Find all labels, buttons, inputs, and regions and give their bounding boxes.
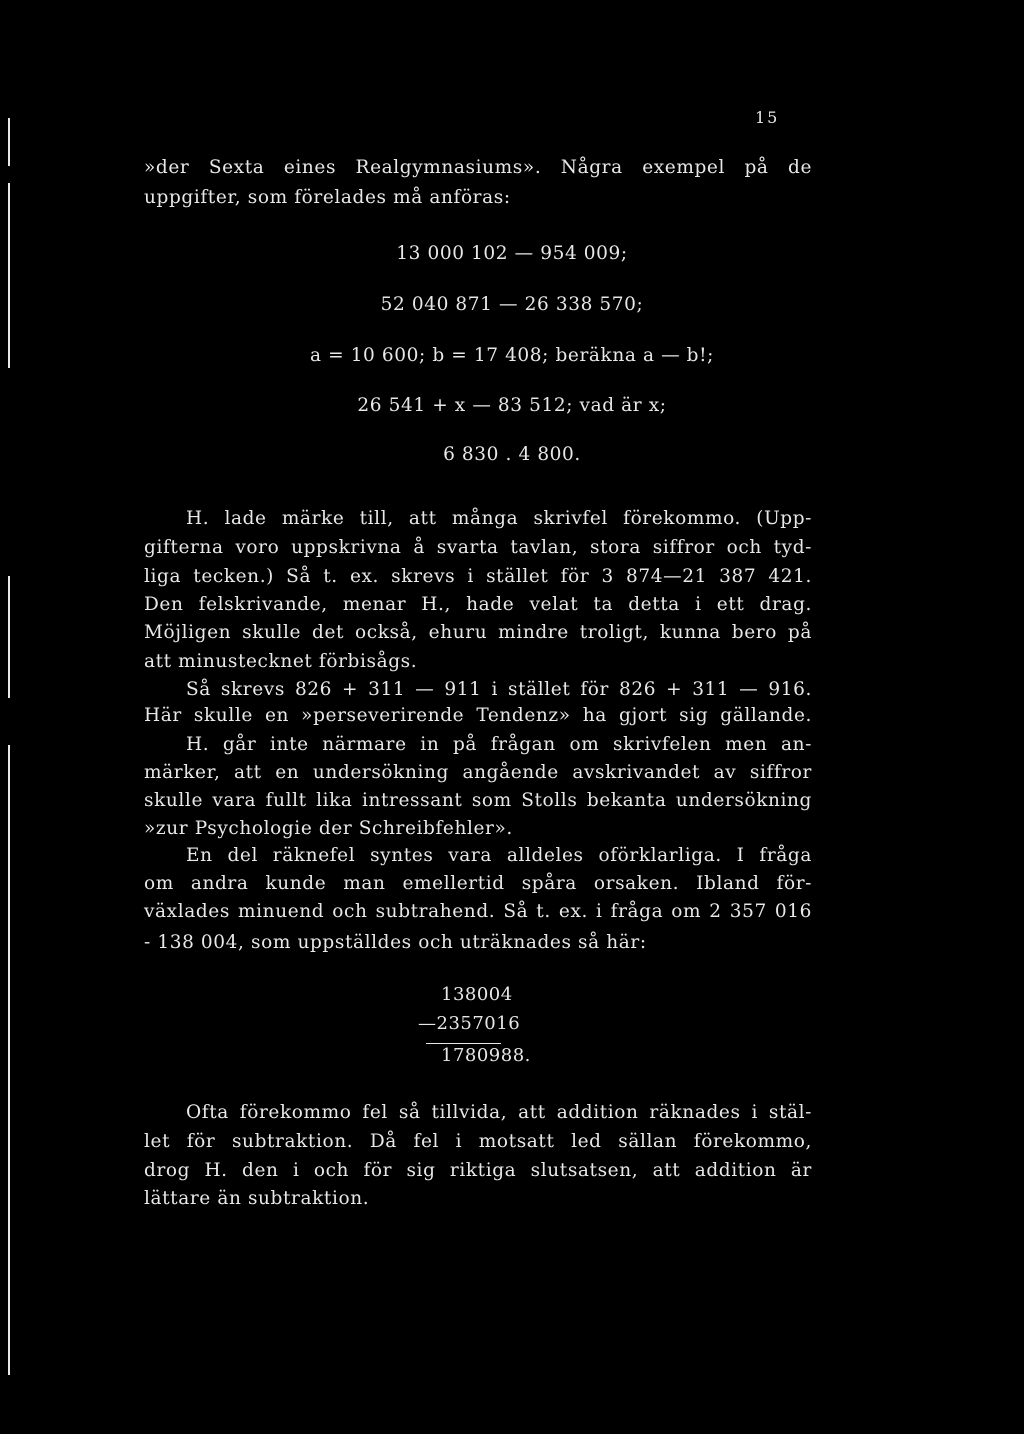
text-line: En del räknefel syntes vara alldeles oförklarliga. I fråga bbox=[186, 845, 812, 866]
text-line: liga tecken.) Så t. ex. skrevs i stället för 3 874—21 387 421. bbox=[144, 566, 812, 587]
text-line: let för subtraktion. Då fel i motsatt led sällan förekommo, bbox=[144, 1131, 812, 1152]
text-line: Här skulle en »perseverirende Tendenz» ha gjort sig gällande. bbox=[144, 705, 812, 726]
text-line: skulle vara fullt lika intressant som Stolls bekanta undersökning bbox=[144, 790, 812, 811]
text-line: H. lade märke till, att många skrivfel förekommo. (Upp- bbox=[186, 508, 812, 529]
calculation-line: —2357016 bbox=[418, 1013, 521, 1034]
equation: 26 541 + x — 83 512; vad är x; bbox=[357, 395, 667, 416]
text-line: lättare än subtraktion. bbox=[144, 1188, 370, 1209]
text-line: märker, att en undersökning angående avskrivandet av siffror bbox=[144, 762, 812, 783]
text-line: gifterna voro uppskrivna å svarta tavlan, stora siffror och tyd- bbox=[144, 537, 812, 558]
page-edge-line bbox=[8, 118, 10, 166]
text-line: Den felskrivande, menar H., hade velat ta detta i ett drag. bbox=[144, 594, 812, 615]
text-line: Möjligen skulle det också, ehuru mindre troligt, kunna bero på bbox=[144, 622, 812, 643]
text-line: Så skrevs 826 + 311 — 911 i stället för 826 + 311 — 916. bbox=[186, 679, 812, 700]
text-line: drog H. den i och för sig riktiga slutsatsen, att addition är bbox=[144, 1160, 812, 1181]
text-line: uppgifter, som förelades må anföras: bbox=[144, 187, 511, 208]
text-line: - 138 004, som uppställdes och uträknades så här: bbox=[144, 932, 647, 953]
equation: a = 10 600; b = 17 408; beräkna a — b!; bbox=[310, 345, 714, 366]
text-line: Ofta förekommo fel så tillvida, att addition räknades i stäl- bbox=[186, 1102, 812, 1123]
text-line: växlades minuend och subtrahend. Så t. ex. i fråga om 2 357 016 bbox=[144, 901, 812, 922]
text-line: »zur Psychologie der Schreibfehler». bbox=[144, 818, 513, 839]
equation: 52 040 871 — 26 338 570; bbox=[380, 294, 644, 315]
page-edge-line bbox=[8, 745, 10, 1375]
text-line: »der Sexta eines Realgymnasiums». Några exempel på de bbox=[144, 157, 812, 178]
page-number: 15 bbox=[755, 108, 780, 127]
equation: 13 000 102 — 954 009; bbox=[396, 243, 628, 264]
calculation-line: 1780988. bbox=[441, 1045, 531, 1066]
page-edge-line bbox=[8, 183, 10, 368]
calculation-rule bbox=[426, 1043, 501, 1044]
equation: 6 830 . 4 800. bbox=[443, 444, 581, 465]
text-line: att minustecknet förbisågs. bbox=[144, 651, 418, 672]
calculation-line: 138004 bbox=[441, 984, 513, 1005]
text-line: om andra kunde man emellertid spåra orsaken. Ibland för- bbox=[144, 873, 812, 894]
page-edge-line bbox=[8, 576, 10, 698]
text-line: H. går inte närmare in på frågan om skrivfelen men an- bbox=[186, 734, 812, 755]
